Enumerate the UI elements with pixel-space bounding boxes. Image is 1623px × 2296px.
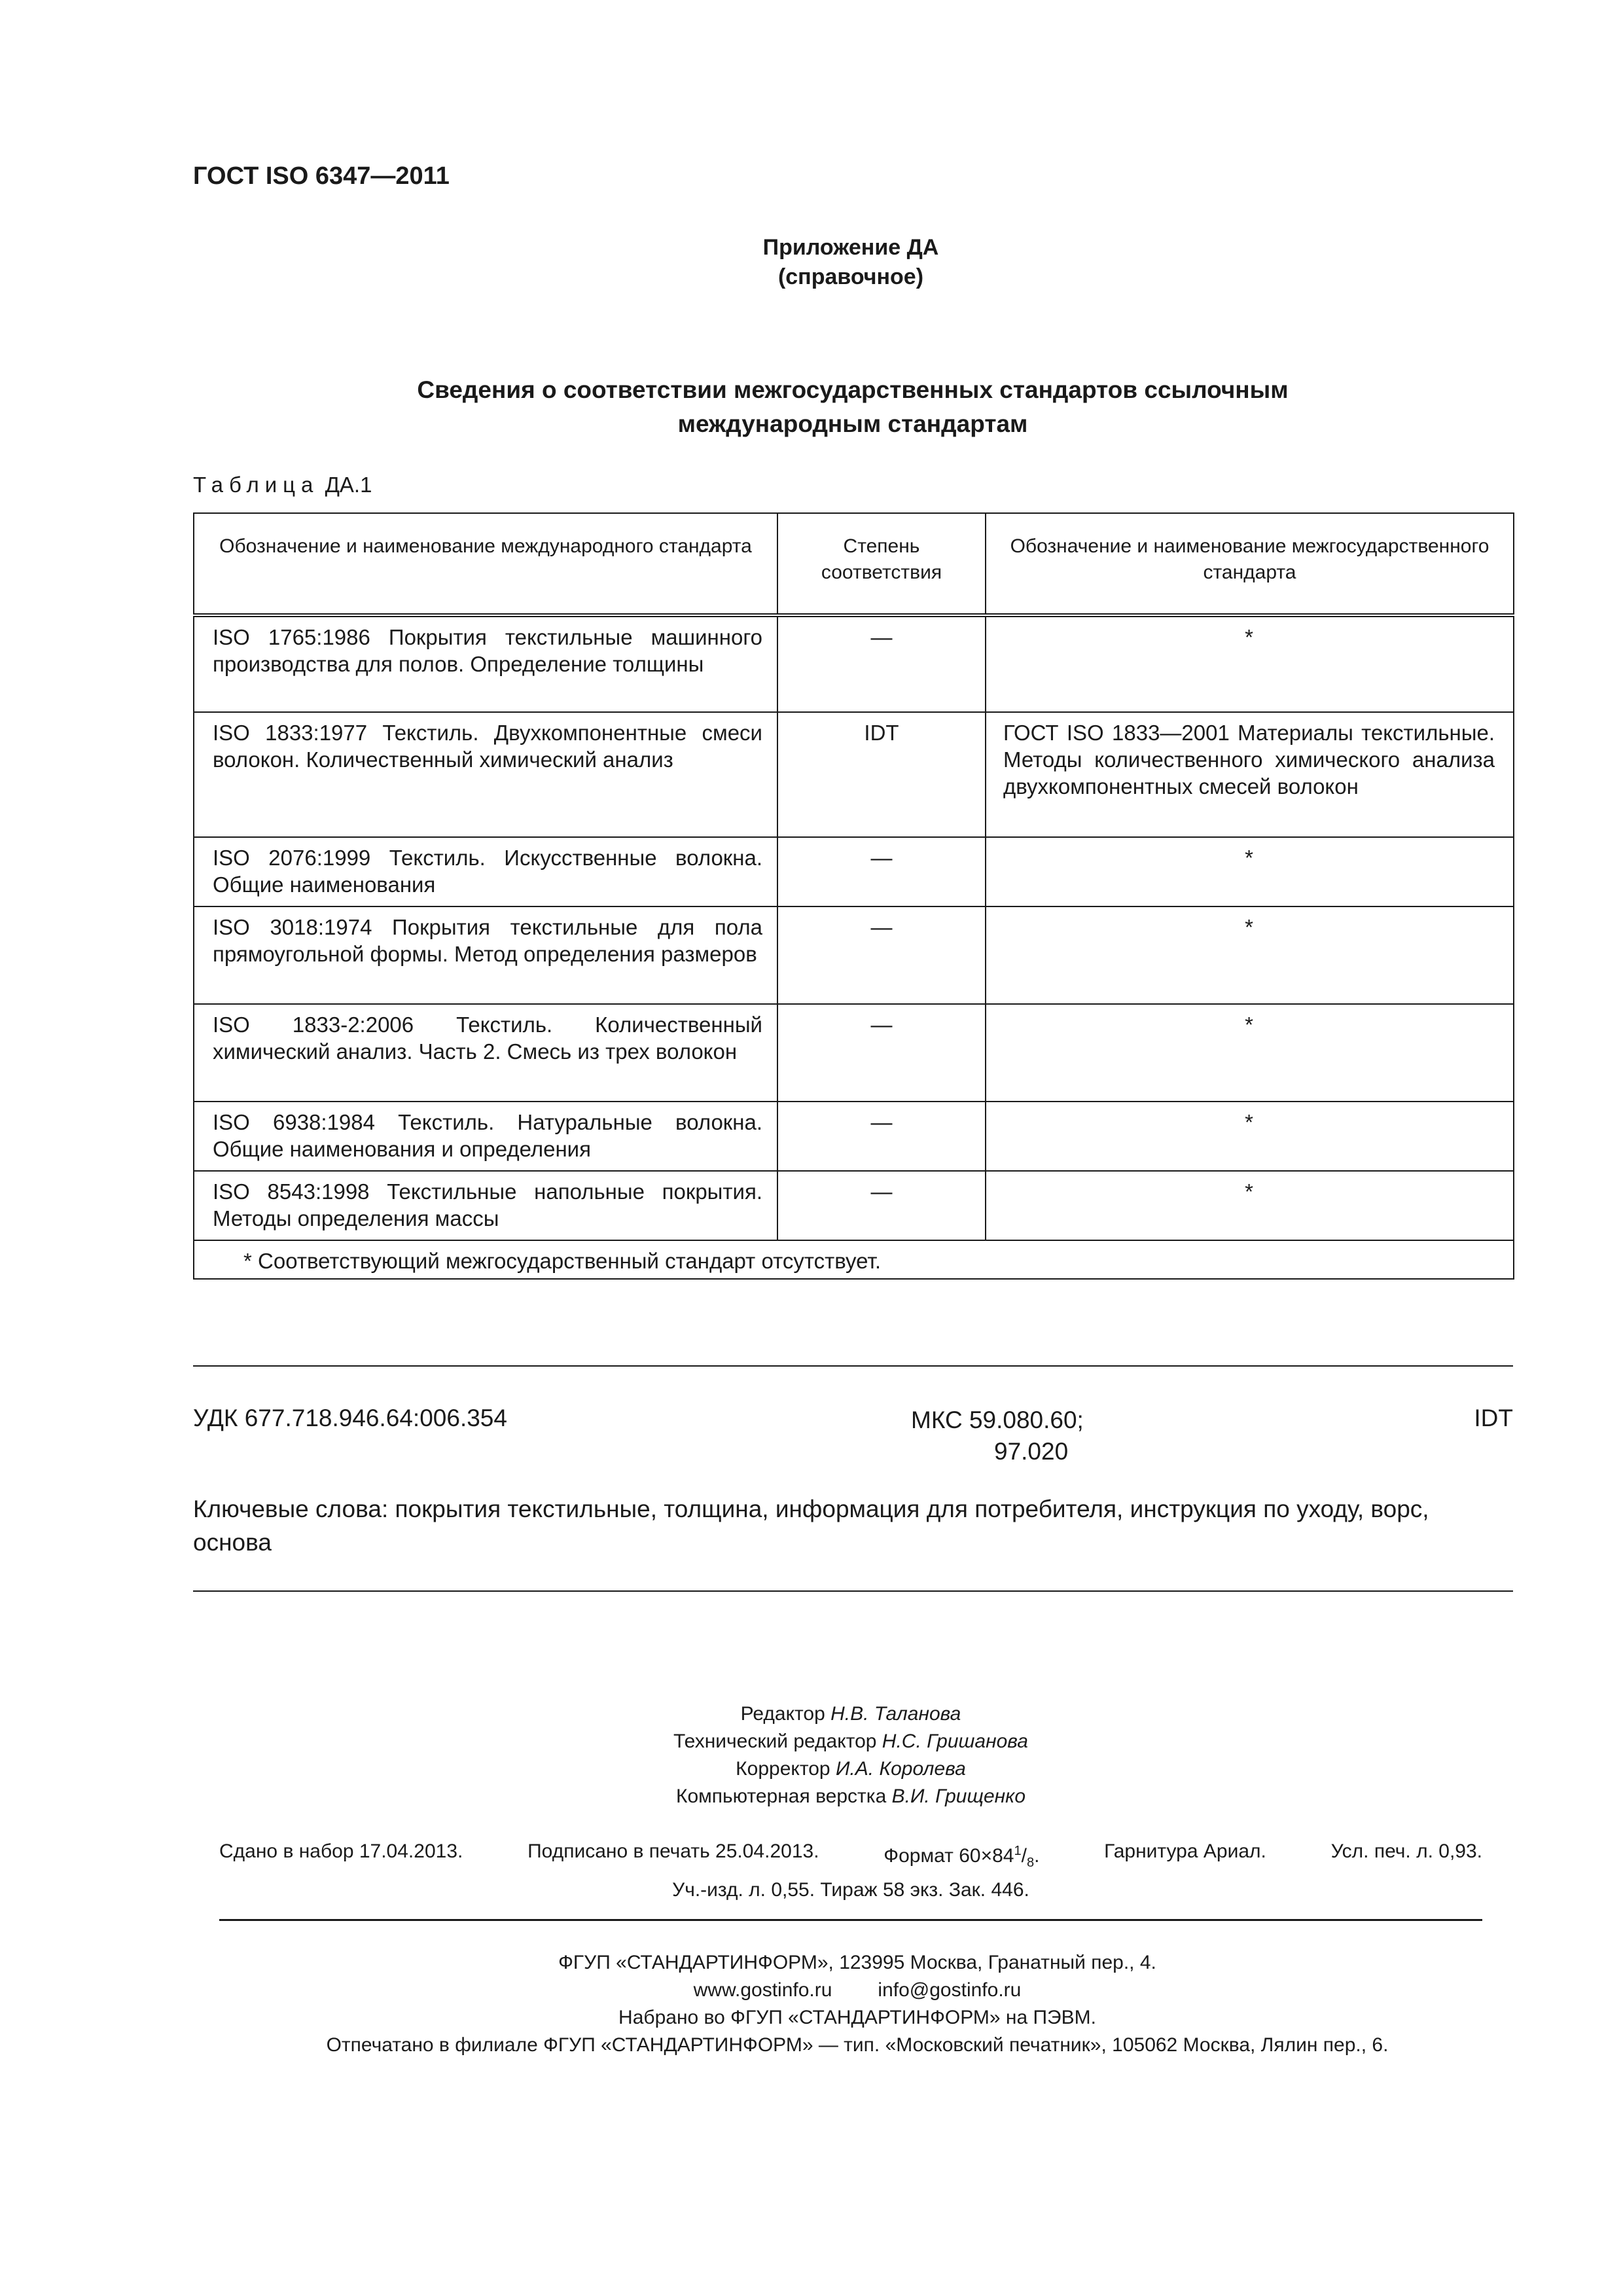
imprint	[0, 1949, 1623, 2059]
credits-layout	[0, 1783, 1623, 1810]
credit-name: В.И. Грищенко	[891, 1785, 1026, 1807]
publication-row1	[219, 1838, 1482, 1876]
correspondence-table	[193, 512, 1514, 1280]
header-international-standard: Обозначение и наименование международного стандарта	[194, 513, 777, 615]
website-link[interactable]: www.gostinfo.ru	[693, 1979, 832, 2001]
imprint-line4: Отпечатано в филиале ФГУП «СТАНДАРТИНФОРМ» — тип. «Московский печатник», 105062 Москва, Лялин пер., 6.	[326, 2034, 1389, 2056]
document-code: ГОСТ ISO 6347—2011	[193, 162, 450, 190]
format: Формат $60\times 84^1/_8$.	[883, 1844, 1040, 1870]
table-row	[194, 1004, 1514, 1102]
table-label	[193, 473, 372, 497]
cell-degree: —	[777, 1004, 986, 1102]
credits-editor	[0, 1700, 1623, 1727]
section-title	[193, 373, 1512, 441]
table-row	[194, 712, 1514, 837]
table-footnote: * Соответствующий межгосударственный стандарт отсутствует.	[194, 1240, 1514, 1279]
cell-international: ISO 8543:1998 Текстильные напольные покрытия. Методы определения массы	[194, 1171, 777, 1240]
credit-name: И.А. Королева	[835, 1758, 966, 1780]
cell-international: ISO 6938:1984 Текстиль. Натуральные волокна. Общие наименования и определения	[194, 1102, 777, 1171]
credit-role: Технический редактор	[673, 1731, 877, 1752]
mks-line1: МКС 59.080.60;	[911, 1407, 1084, 1433]
print-sheets: Усл. печ. л. 0,93.	[1330, 1840, 1482, 1862]
udk-code: УДК 677.718.946.64:006.354	[193, 1405, 507, 1431]
section-title-line2: международным стандартам	[677, 410, 1028, 437]
section-title-line1: Сведения о соответствии межгосударственных стандартов ссылочным	[417, 376, 1289, 403]
divider-top	[193, 1365, 1513, 1367]
table-label-prefix: Таблица	[193, 473, 319, 497]
imprint-line3: Набрано во ФГУП «СТАНДАРТИНФОРМ» на ПЭВМ.	[618, 2007, 1096, 2028]
table-header-row	[194, 513, 1514, 615]
divider-imprint	[219, 1919, 1482, 1921]
cell-degree: —	[777, 906, 986, 1004]
cell-degree: —	[777, 1102, 986, 1171]
annex-title: Приложение ДА	[762, 235, 939, 260]
font-info: Гарнитура Ариал.	[1104, 1840, 1266, 1862]
credits-corrector	[0, 1755, 1623, 1782]
cell-international: ISO 3018:1974 Покрытия текстильные для пола прямоугольной формы. Метод определения размеров	[194, 906, 777, 1004]
keywords: Ключевые слова: покрытия текстильные, толщина, информация для потребителя, инструкция по уходу, ворс, основа	[193, 1496, 1429, 1556]
cell-interstate: *	[986, 1004, 1514, 1102]
table-row	[194, 615, 1514, 712]
cell-interstate: ГОСТ ISO 1833—2001 Материалы текстильные. Методы количественного химического анализа двухкомпонентных смесей волокон	[986, 712, 1514, 837]
credit-name: Н.С. Гришанова	[882, 1731, 1028, 1752]
cell-interstate: *	[986, 906, 1514, 1004]
header-degree-of-conformity: Степень соответствия	[777, 513, 986, 615]
cell-interstate: *	[986, 837, 1514, 906]
imprint-line1: ФГУП «СТАНДАРТИНФОРМ», 123995 Москва, Гранатный пер., 4.	[558, 1952, 1156, 1973]
cell-degree: IDT	[777, 712, 986, 837]
cell-international: ISO 1833:1977 Текстиль. Двухкомпонентные смеси волокон. Количественный химический анализ	[194, 712, 777, 837]
divider-bottom	[193, 1590, 1513, 1592]
signed-date: Подписано в печать 25.04.2013.	[527, 1840, 819, 1862]
table-row	[194, 837, 1514, 906]
credits-tech-editor	[0, 1728, 1623, 1755]
cell-international: ISO 1833-2:2006 Текстиль. Количественный химический анализ. Часть 2. Смесь из трех волокон	[194, 1004, 777, 1102]
cell-international: ISO 2076:1999 Текстиль. Искусственные волокна. Общие наименования	[194, 837, 777, 906]
credit-role: Редактор	[740, 1703, 825, 1725]
cell-interstate: *	[986, 615, 1514, 712]
mks-code	[911, 1405, 1084, 1467]
table-footnote-row	[194, 1240, 1514, 1279]
email-link[interactable]: info@gostinfo.ru	[878, 1979, 1022, 2001]
mks-line2: 97.020	[994, 1438, 1069, 1465]
publication-row2: Уч.-изд. л. 0,55. Тираж 58 экз. Зак. 446.	[672, 1879, 1029, 1901]
annex-subtitle: (справочное)	[777, 264, 924, 289]
table-row	[194, 1171, 1514, 1240]
table-label-id: ДА.1	[325, 473, 372, 497]
idt-mark: IDT	[1474, 1405, 1513, 1431]
cell-international: ISO 1765:1986 Покрытия текстильные машинного производства для полов. Определение толщины	[194, 615, 777, 712]
submitted-date: Сдано в набор 17.04.2013.	[219, 1840, 463, 1862]
imprint-contacts	[0, 1977, 1623, 2004]
credit-role: Корректор	[736, 1758, 830, 1780]
cell-degree: —	[777, 837, 986, 906]
cell-degree: —	[777, 1171, 986, 1240]
table-row	[194, 1102, 1514, 1171]
cell-interstate: *	[986, 1102, 1514, 1171]
credit-name: Н.В. Таланова	[830, 1703, 961, 1725]
credit-role: Компьютерная верстка	[675, 1785, 887, 1807]
table-row	[194, 906, 1514, 1004]
cell-interstate: *	[986, 1171, 1514, 1240]
publication-info	[219, 1838, 1482, 1903]
header-interstate-standard: Обозначение и наименование межгосударственного стандарта	[986, 513, 1514, 615]
cell-degree: —	[777, 615, 986, 712]
